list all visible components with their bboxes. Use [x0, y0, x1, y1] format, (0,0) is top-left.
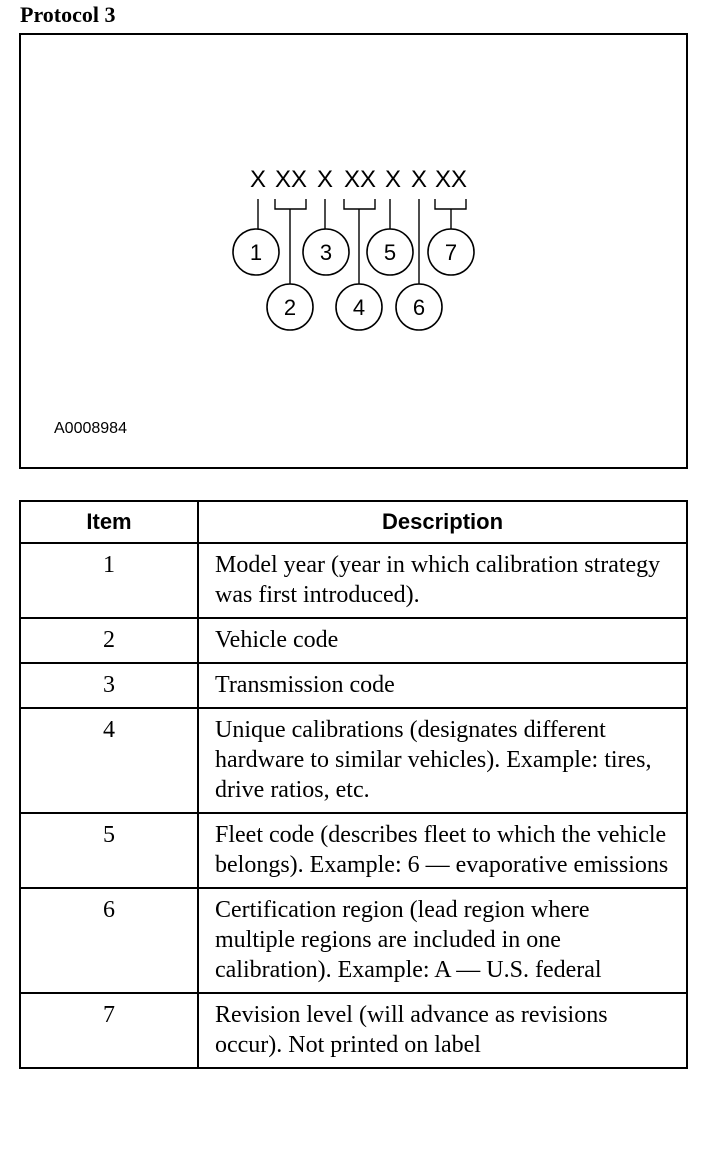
code-diagram-svg: [21, 35, 686, 467]
item-number: 7: [20, 993, 198, 1068]
item-number: 3: [20, 663, 198, 708]
callout-number-6: 6: [412, 295, 426, 320]
item-number: 5: [20, 813, 198, 888]
code-segment-4: XX: [343, 166, 377, 193]
item-number: 4: [20, 708, 198, 813]
figure-id: A0008984: [54, 420, 127, 437]
description-column-header: Description: [198, 501, 687, 543]
code-diagram: [19, 33, 688, 469]
item-description: Transmission code: [198, 663, 687, 708]
table-row: [20, 543, 687, 618]
item-number: 2: [20, 618, 198, 663]
code-segment-7: XX: [434, 166, 468, 193]
table-row: [20, 888, 687, 993]
item-number: 1: [20, 543, 198, 618]
table-row: [20, 993, 687, 1068]
code-segment-1: X: [249, 166, 267, 193]
callout-number-3: 3: [319, 240, 333, 265]
item-description-table: [19, 500, 688, 1069]
table-row: [20, 708, 687, 813]
callout-number-7: 7: [444, 240, 458, 265]
code-segment-5: X: [384, 166, 402, 193]
table-row: [20, 618, 687, 663]
page-title: Protocol 3: [20, 2, 116, 27]
item-description: Unique calibrations (designates different hardware to similar vehicles). Example: tires, drive ratios, etc.: [198, 708, 687, 813]
table-header-row: [20, 501, 687, 543]
item-column-header: Item: [20, 501, 198, 543]
callout-number-1: 1: [249, 240, 263, 265]
bracket-2: [275, 199, 306, 209]
item-description: Fleet code (describes fleet to which the vehicle belongs). Example: 6 — evaporative emissions: [198, 813, 687, 888]
item-description: Model year (year in which calibration strategy was first introduced).: [198, 543, 687, 618]
table-row: [20, 663, 687, 708]
table-row: [20, 813, 687, 888]
callout-number-5: 5: [383, 240, 397, 265]
code-segment-3: X: [316, 166, 334, 193]
item-description: Revision level (will advance as revisions occur). Not printed on label: [198, 993, 687, 1068]
code-segment-6: X: [410, 166, 428, 193]
bracket-4: [344, 199, 375, 209]
item-description: Vehicle code: [198, 618, 687, 663]
callout-number-2: 2: [283, 295, 297, 320]
callout-number-4: 4: [352, 295, 366, 320]
item-number: 6: [20, 888, 198, 993]
bracket-7: [435, 199, 466, 209]
item-description: Certification region (lead region where multiple regions are included in one calibration). Example: A — U.S. federal: [198, 888, 687, 993]
code-segment-2: XX: [274, 166, 308, 193]
